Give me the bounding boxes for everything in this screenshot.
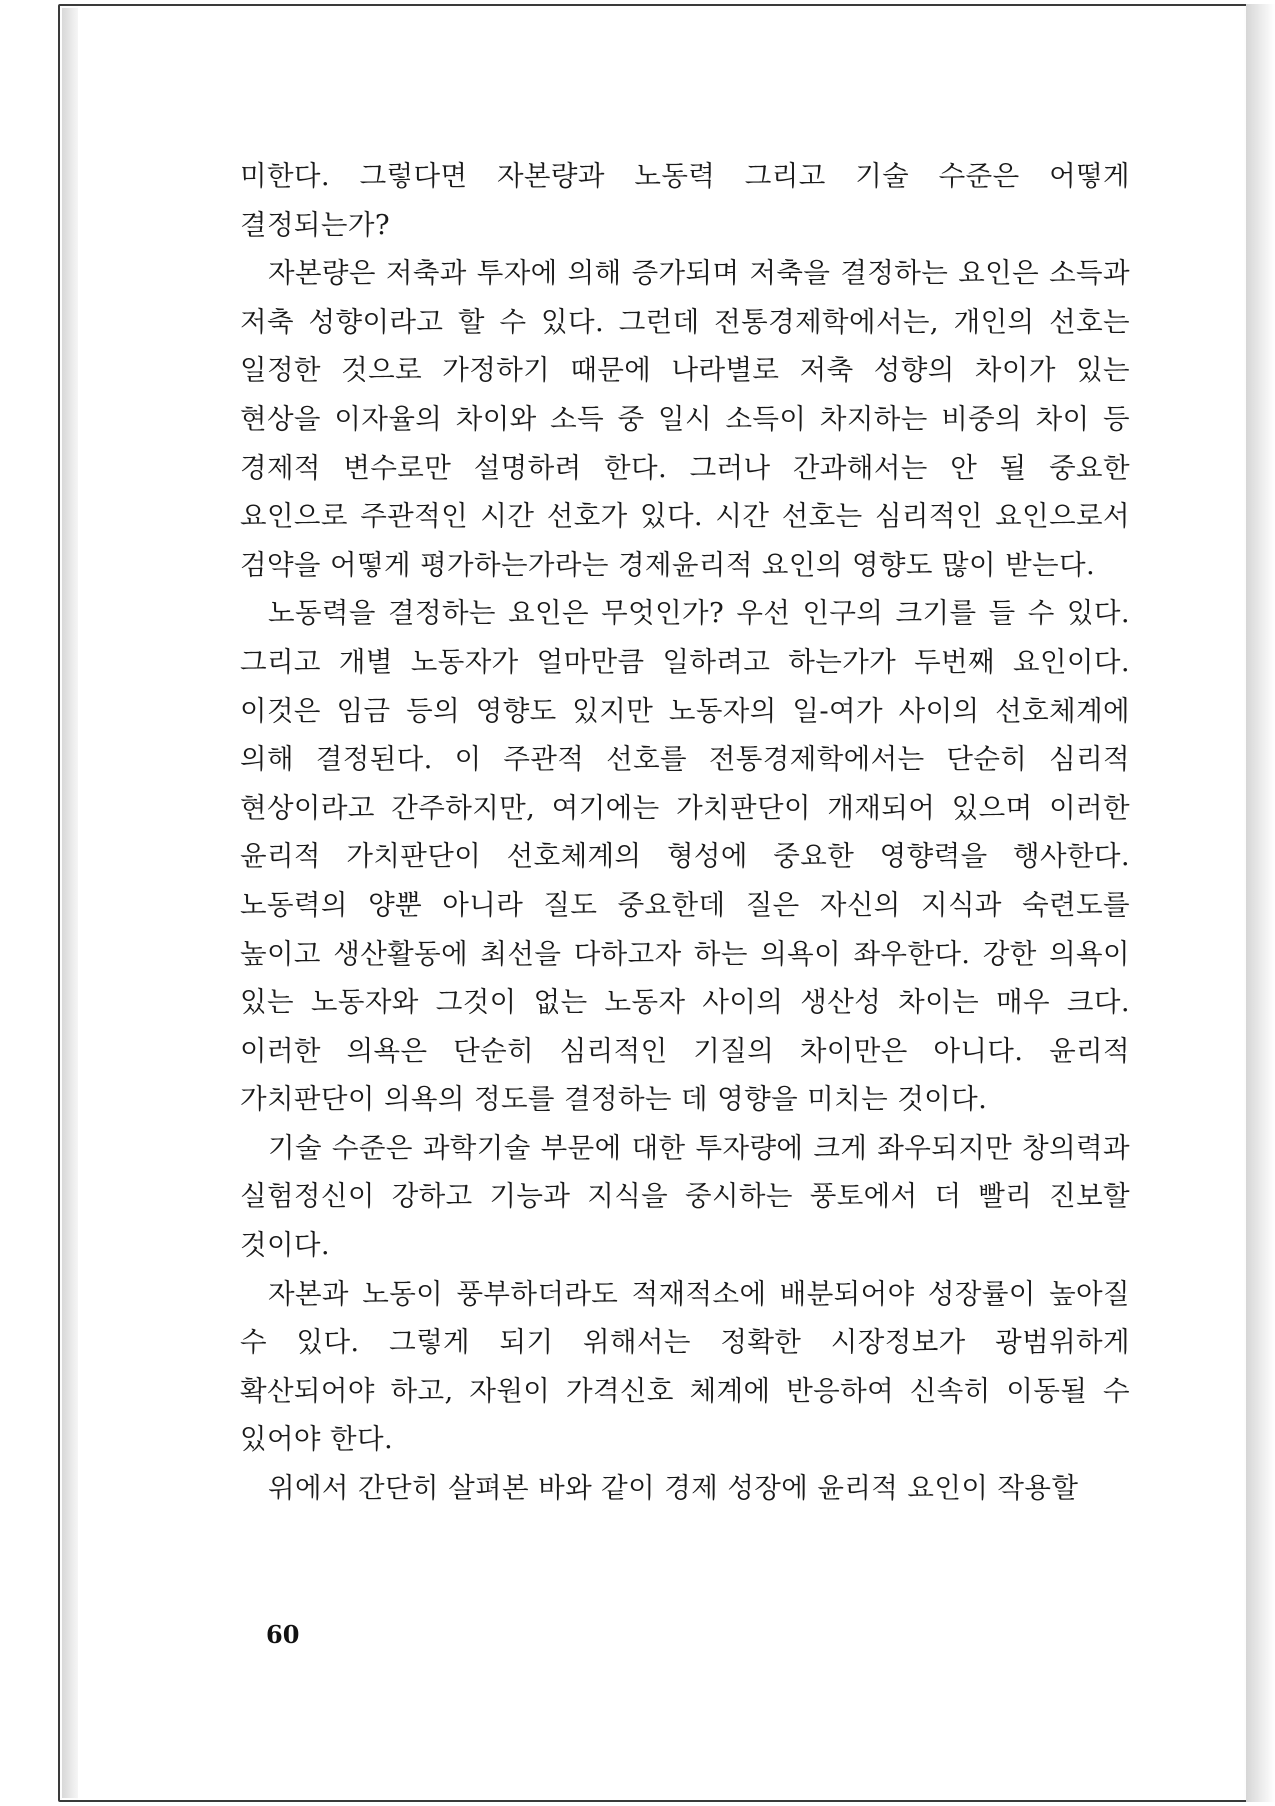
paragraph-technology: 기술 수준은 과학기술 부문에 대한 투자량에 크게 좌우되지만 창의력과 실험정신이 강하고 기능과 지식을 중시하는 풍토에서 더 빨리 진보할 것이다. — [240, 1131, 1130, 1262]
paragraph-allocation: 자본과 노동이 풍부하더라도 적재적소에 배분되어야 성장률이 높아질 수 있다. 그렇게 되기 위해서는 정확한 시장정보가 광범위하게 확산되어야 하고, 자원이 가격신호 체계에 반응하여 신속히 이동될 수 있어야 한다. — [240, 1277, 1130, 1456]
page-number: 60 — [266, 1620, 300, 1649]
book-spine-shadow — [62, 8, 78, 1798]
body-text — [240, 152, 1130, 1513]
paragraph-conclusion: 위에서 간단히 살펴본 바와 같이 경제 성장에 윤리적 요인이 작용할 — [268, 1472, 1079, 1505]
paragraph-labor: 노동력을 결정하는 요인은 무엇인가? 우선 인구의 크기를 들 수 있다. 그리고 개별 노동자가 얼마만큼 일하려고 하는가가 두번째 요인이다. 이것은 임금 등의 영향도 있지만 노동자의 일-여가 사이의 선호체계에 의해 결정된다. 이 주관적 선호를 전통경제학에서는 단순히 심리적 현상이라고 간주하지만, 여기에는 가치판단이 개재되어 있으며 이러한 윤리적 가치판단이 선호체계의 형성에 중요한 영향력을 행사한다. 노동력의 양뿐 아니라 질도 중요한데 질은 자신의 지식과 숙련도를 높이고 생산활동에 최선을 다하고자 하는 의욕이 좌우한다. 강한 의욕이 있는 노동자와 그것이 없는 노동자 사이의 생산성 차이는 매우 크다. 이러한 의욕은 단순히 심리적인 기질의 차이만은 아니다. 윤리적 가치판단이 의욕의 정도를 결정하는 데 영향을 미치는 것이다. — [240, 597, 1130, 1116]
page-edge-shadow — [1246, 4, 1275, 1802]
paragraph-continuation: 미한다. 그렇다면 자본량과 노동력 그리고 기술 수준은 어떻게 결정되는가? — [240, 160, 1130, 241]
paragraph-capital: 자본량은 저축과 투자에 의해 증가되며 저축을 결정하는 요인은 소득과 저축 성향이라고 할 수 있다. 그런데 전통경제학에서는, 개인의 선호는 일정한 것으로 가정하기 때문에 나라별로 저축 성향의 차이가 있는 현상을 이자율의 차이와 소득 중 일시 소득이 차지하는 비중의 차이 등 경제적 변수로만 설명하려 한다. 그러나 간과해서는 안 될 중요한 요인으로 주관적인 시간 선호가 있다. 시간 선호는 심리적인 요인으로서 검약을 어떻게 평가하는가라는 경제윤리적 요인의 영향도 많이 받는다. — [240, 257, 1130, 581]
